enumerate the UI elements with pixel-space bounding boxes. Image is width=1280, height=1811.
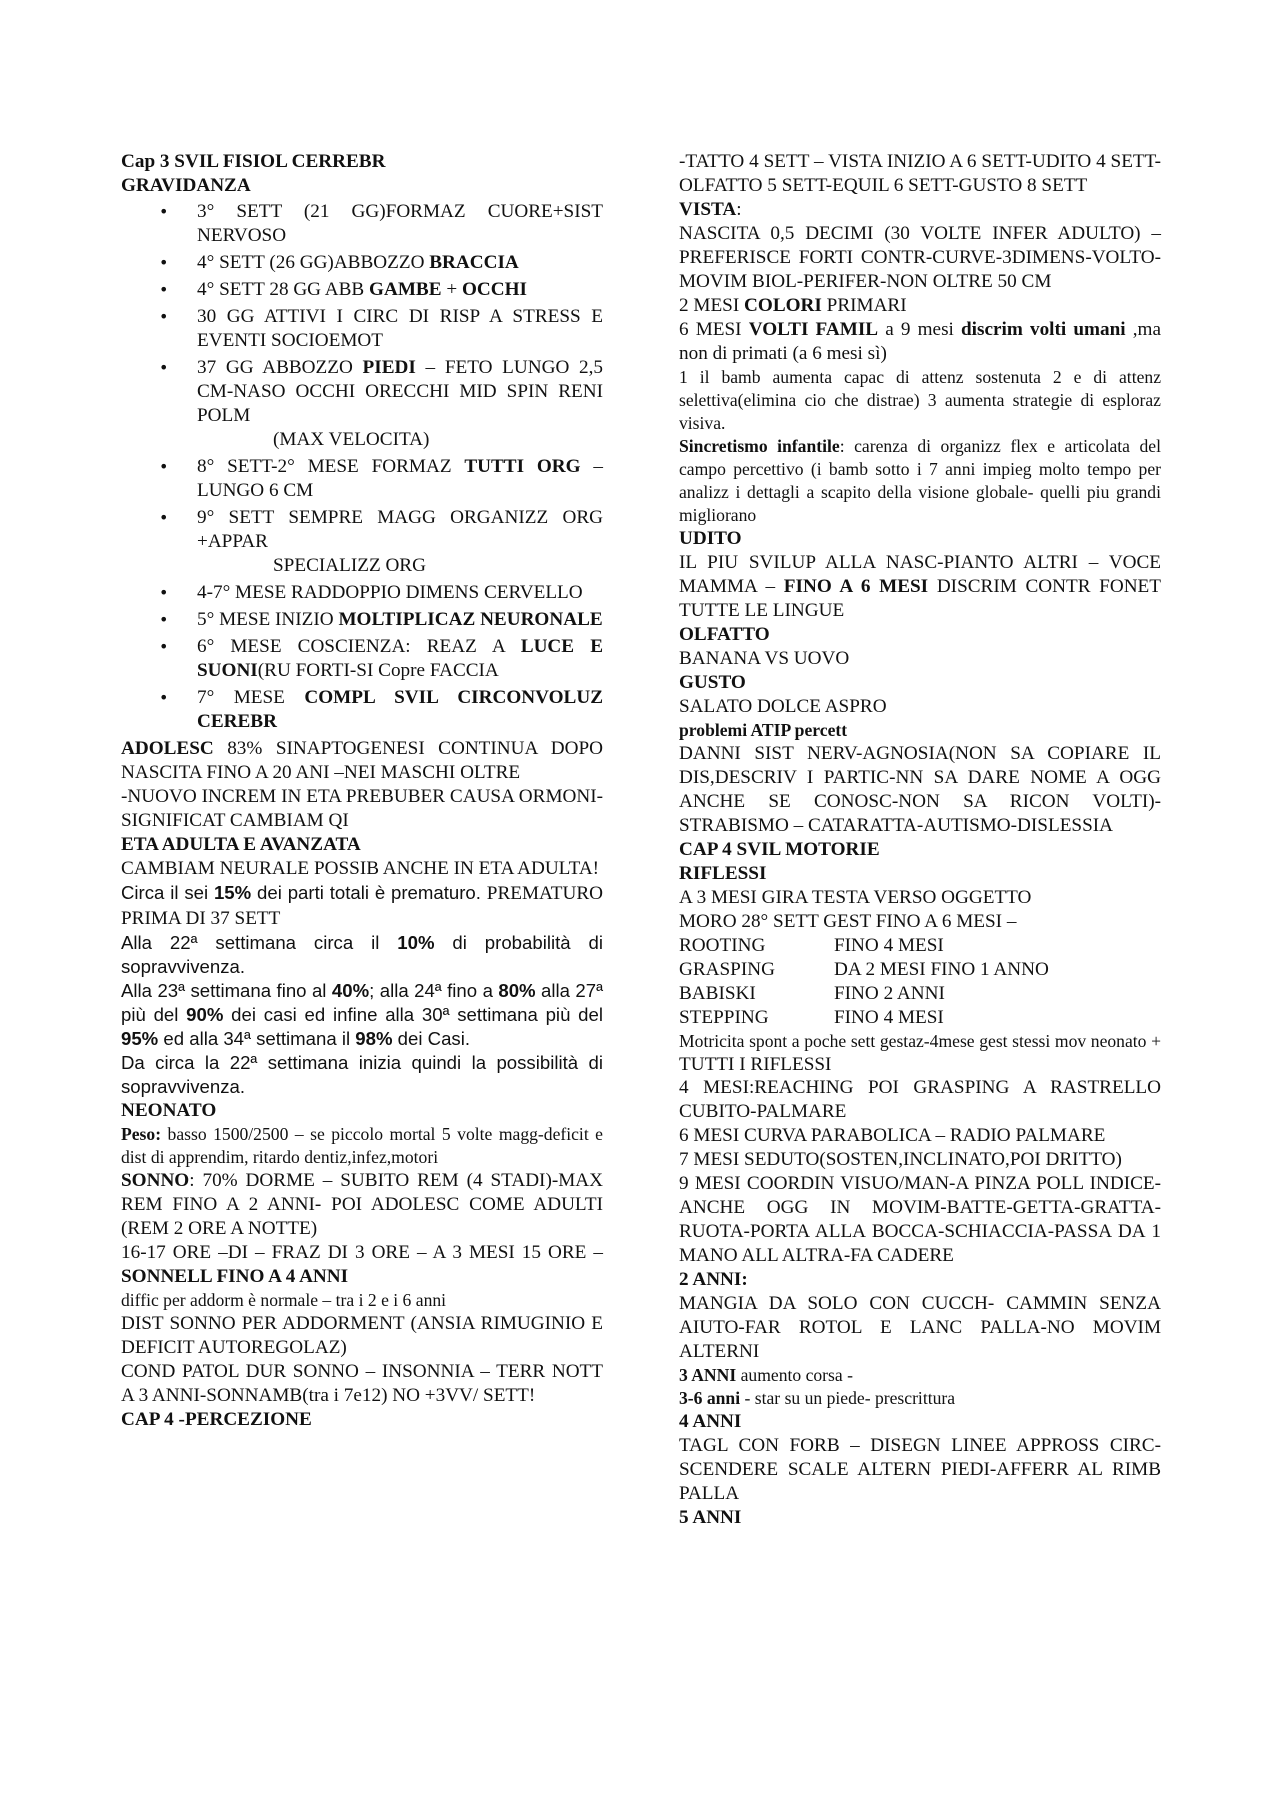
text-run: basso 1500/2500 – se piccolo mortal 5 volte magg-deficit e dist di apprendim, ritardo dentiz,infez,motori	[121, 1124, 603, 1167]
list-item	[121, 278, 603, 302]
paragraph	[679, 527, 1161, 551]
list-item	[121, 455, 603, 503]
text-run: di probabilità di sopravvivenza.	[121, 932, 603, 977]
bold-text: COLORI	[744, 295, 822, 316]
paragraph	[679, 1292, 1161, 1364]
text-run: -TATTO 4 SETT – VISTA INIZIO A 6 SETT-UDITO 4 SETT-OLFATTO 5 SETT-EQUIL 6 SETT-GUSTO 8 SETT	[679, 151, 1161, 196]
list-item	[121, 506, 603, 578]
reflex-age: FINO 2 ANNI	[834, 983, 945, 1004]
reflex-age: DA 2 MESI FINO 1 ANNO	[834, 959, 1049, 980]
text-run: ; alla 24ª fino a	[369, 980, 499, 1001]
text-run: dei casi ed infine alla 30ª settimana più del	[223, 1004, 603, 1025]
bold-text: CAP 4 -PERCEZIONE	[121, 1409, 312, 1430]
paragraph	[679, 1172, 1161, 1268]
bold-text: PIEDI	[362, 357, 416, 378]
paragraph	[679, 366, 1161, 435]
reflex-row	[679, 982, 1161, 1006]
text-run: NASCITA 0,5 DECIMI (30 VOLTE INFER ADULTO) – PREFERISCE FORTI CONTR-CURVE-3DIMENS-VOLTO-MOVIM BIOL-PERIFER-NON OLTRE 50 CM	[679, 223, 1161, 292]
text-run: dei parti totali è prematuro.	[251, 882, 487, 903]
text-run: IL PIU SVILUP ALLA NASC-PIANTO ALTRI – VOCE MAMMA –	[679, 552, 1161, 597]
text-run: DANNI SIST NERV-AGNOSIA(NON SA COPIARE IL DIS,DESCRIV I PARTIC-NN SA DARE NOME A OGG ANCHE SE CONOSC-NON SA RICON VOLTI)-STRABISMO – CATARATTA-AUTISMO-DISLESSIA	[679, 743, 1161, 836]
bold-text: SONNELL FINO A 4 ANNI	[121, 1266, 349, 1287]
bullet-icon: •	[159, 457, 169, 476]
bold-text: 4 ANNI	[679, 1411, 742, 1432]
paragraph	[679, 862, 1161, 886]
bold-text: 10%	[397, 932, 435, 953]
reflex-name: BABISKI	[679, 983, 756, 1004]
bullet-icon: •	[159, 583, 169, 602]
paragraph	[121, 1312, 603, 1360]
text-run: 4° SETT 28 GG ABB	[197, 279, 370, 300]
bold-text: 80%	[498, 980, 536, 1001]
paragraph	[679, 1268, 1161, 1292]
bullet-icon: •	[159, 688, 169, 707]
list-item	[121, 686, 603, 734]
list-item	[121, 200, 603, 248]
reflex-age: FINO 4 MESI	[834, 1007, 944, 1028]
text-run: 2 MESI	[679, 295, 745, 316]
paragraph	[121, 1360, 603, 1408]
reflex-age: FINO 4 MESI	[834, 935, 944, 956]
paragraph	[679, 1124, 1161, 1148]
bold-text: Peso:	[121, 1124, 162, 1144]
bold-text: 98%	[355, 1028, 393, 1049]
bold-text: TUTTI ORG	[464, 456, 581, 477]
text-run: :	[736, 199, 742, 220]
text-run: 5° MESE INIZIO	[197, 609, 339, 630]
bold-text: MOLTIPLICAZ NEURONALE	[338, 609, 603, 630]
bullet-icon: •	[159, 610, 169, 629]
bold-text: 2 ANNI:	[679, 1269, 748, 1290]
list-item-continuation: (MAX VELOCITA)	[273, 429, 430, 450]
paragraph	[679, 695, 1161, 719]
list-item	[121, 635, 603, 683]
pregnancy-list	[121, 200, 603, 734]
bold-text: Sincretismo infantile	[679, 436, 840, 456]
text-run: (RU FORTI-SI Copre FACCIA	[257, 660, 499, 681]
bold-text: discrim volti umani	[961, 319, 1126, 340]
reflex-name: ROOTING	[679, 935, 766, 956]
text-run: diffic per addorm è normale – tra i 2 e i 6 anni	[121, 1290, 447, 1310]
reflex-row	[679, 958, 1161, 982]
bold-text: 40%	[331, 980, 370, 1001]
text-run: 6 MESI CURVA PARABOLICA – RADIO PALMARE	[679, 1125, 1106, 1146]
bold-text: CAP 4 SVIL MOTORIE	[679, 839, 880, 860]
text-run: 37 GG ABBOZZO	[197, 357, 363, 378]
text-run: COND PATOL DUR SONNO – INSONNIA – TERR NOTT A 3 ANNI-SONNAMB(tra i 7e12) NO +3VV/ SETT!	[121, 1361, 603, 1406]
text-run: 7 MESI SEDUTO(SOSTEN,INCLINATO,POI DRITTO)	[679, 1149, 1122, 1170]
list-item	[121, 251, 603, 275]
paragraph	[121, 1169, 603, 1241]
paragraph	[679, 1506, 1161, 1530]
bold-text: BRACCIA	[429, 252, 519, 273]
text-run: DISCRIM CONTR FONET TUTTE LE LINGUE	[679, 576, 1161, 621]
paragraph	[121, 737, 603, 785]
paragraph	[679, 671, 1161, 695]
bullet-icon: •	[159, 253, 169, 272]
paragraph	[121, 785, 603, 833]
text-run: A 3 MESI GIRA TESTA VERSO OGGETTO	[679, 887, 1032, 908]
reflex-row	[679, 934, 1161, 958]
text-run: Alla 22ª settimana circa il	[121, 932, 398, 953]
text-run: : 70% DORME – SUBITO REM (4 STADI)-MAX REM FINO A 2 ANNI- POI ADOLESC COME ADULTI (REM 2 ORE A NOTTE)	[121, 1170, 603, 1239]
paragraph	[679, 435, 1161, 527]
text-run: : carenza di organizz flex e articolata del campo percettivo (i bamb sotto i 7 anni impieg molto tempo per analizz i dettagli a scapito della visione globale- quelli piu grandi migliorano	[679, 436, 1161, 525]
reflex-name: GRASPING	[679, 959, 775, 980]
text-run: PRIMARI	[821, 295, 907, 316]
paragraph	[679, 150, 1161, 198]
text-run: ,ma non di primati (a 6 mesi sì)	[679, 319, 1161, 364]
bold-text: 15%	[213, 882, 252, 903]
reflex-table	[679, 934, 1161, 1030]
text-run: Circa il sei	[121, 882, 214, 903]
bold-text: UDITO	[679, 528, 742, 549]
paragraph	[679, 886, 1161, 910]
paragraph	[121, 857, 603, 881]
paragraph	[679, 1387, 1161, 1410]
text-run: MORO 28° SETT GEST FINO A 6 MESI –	[679, 911, 1017, 932]
bold-text: COMPL SVIL CIRCONVOLUZ CEREBR	[197, 687, 603, 732]
text-run: Alla 23ª settimana fino al	[121, 980, 332, 1001]
bold-text: FINO A 6 MESI	[783, 576, 929, 597]
list-item	[121, 305, 603, 353]
paragraph	[121, 1241, 603, 1289]
chapter-title: Cap 3 SVIL FISIOL CERREBR	[121, 151, 386, 172]
paragraph	[679, 294, 1161, 318]
text-run: 7° MESE	[197, 687, 305, 708]
paragraph	[121, 1051, 603, 1099]
paragraph	[679, 623, 1161, 647]
text-run: 6° MESE COSCIENZA: REAZ A	[197, 636, 521, 657]
text-run: 4 MESI:REACHING POI GRASPING A RASTRELLO CUBITO-PALMARE	[679, 1077, 1161, 1122]
text-run: 4-7° MESE RADDOPPIO DIMENS CERVELLO	[197, 582, 583, 603]
bold-text: RIFLESSI	[679, 863, 767, 884]
right-paragraphs	[679, 150, 1161, 934]
paragraph	[679, 1148, 1161, 1172]
left-paragraphs	[121, 737, 603, 1432]
text-run: 9° SETT SEMPRE MAGG ORGANIZZ ORG +APPAR	[197, 507, 603, 552]
paragraph	[679, 1410, 1161, 1434]
text-run: +	[441, 279, 462, 300]
paragraph	[679, 198, 1161, 222]
bullet-icon: •	[159, 637, 169, 656]
reflex-name: STEPPING	[679, 1007, 769, 1028]
text-run: -NUOVO INCREM IN ETA PREBUBER CAUSA ORMONI-SIGNIFICAT CAMBIAM QI	[121, 786, 603, 831]
text-run: 8° SETT-2° MESE FORMAZ	[197, 456, 465, 477]
bold-text: 3-6 anni	[679, 1388, 741, 1408]
paragraph	[121, 1099, 603, 1123]
list-item-continuation: SPECIALIZZ ORG	[273, 555, 426, 576]
text-run: – FETO LUNGO 2,5 CM-NASO OCCHI ORECCHI MID SPIN RENI POLM	[197, 357, 603, 426]
paragraph	[679, 318, 1161, 366]
paragraph	[121, 833, 603, 857]
bullet-icon: •	[159, 202, 169, 221]
paragraph	[679, 719, 1161, 742]
text-run: dei Casi.	[392, 1028, 471, 1049]
paragraph	[121, 979, 603, 1051]
bullet-icon: •	[159, 280, 169, 299]
paragraph	[679, 1076, 1161, 1124]
list-item	[121, 608, 603, 632]
text-run: 1 il bamb aumenta capac di attenz sostenuta 2 e di attenz selettiva(elimina cio che distrae) 3 aumenta strategie di esploraz visiva.	[679, 367, 1161, 433]
text-run: 9 MESI COORDIN VISUO/MAN-A PINZA POLL INDICE-ANCHE OGG IN MOVIM-BATTE-GETTA-GRATTA-RUOTA-PORTA ALLA BOCCA-SCHIACCIA-PASSA DA 1 MANO ALL ALTRA-FA CADERE	[679, 1173, 1161, 1266]
bold-text: OLFATTO	[679, 624, 770, 645]
text-run: 30 GG ATTIVI I CIRC DI RISP A STRESS E EVENTI SOCIOEMOT	[197, 306, 603, 351]
bold-text: 95%	[121, 1028, 159, 1049]
paragraph	[121, 1289, 603, 1312]
right-paragraphs-2	[679, 1030, 1161, 1530]
bold-text: SONNO	[121, 1170, 190, 1191]
bold-text: NEONATO	[121, 1100, 217, 1121]
text-run: TAGL CON FORB – DISEGN LINEE APPROSS CIRC-SCENDERE SCALE ALTERN PIEDI-AFFERR AL RIMB PALLA	[679, 1435, 1161, 1504]
text-run: Motricita spont a poche sett gestaz-4mese gest stessi mov neonato +	[679, 1031, 1161, 1051]
list-item	[121, 581, 603, 605]
bold-text: 5 ANNI	[679, 1507, 742, 1528]
text-run: PREMATURO PRIMA DI 37 SETT	[121, 883, 603, 929]
bold-text: GAMBE	[369, 279, 442, 300]
bold-text: OCCHI	[461, 279, 527, 300]
list-item	[121, 356, 603, 452]
text-run: ed alla 34ª settimana il	[158, 1028, 356, 1049]
text-run: Da circa la 22ª settimana inizia quindi la possibilità di sopravvivenza.	[121, 1052, 603, 1097]
paragraph	[121, 881, 603, 931]
right-column	[679, 150, 1161, 1530]
text-run: 4° SETT (26 GG)ABBOZZO	[197, 252, 430, 273]
text-run: 16-17 ORE –DI – FRAZ DI 3 ORE – A 3 MESI 15 ORE –	[121, 1242, 603, 1263]
paragraph	[679, 910, 1161, 934]
paragraph	[679, 1364, 1161, 1387]
text-run: - star su un piede- prescrittura	[740, 1388, 956, 1408]
bold-text: GUSTO	[679, 672, 746, 693]
paragraph	[679, 1434, 1161, 1506]
text-run: BANANA VS UOVO	[679, 648, 850, 669]
bold-text: 90%	[186, 1004, 224, 1025]
bold-text: VOLTI FAMIL	[748, 319, 879, 340]
bold-text: 3 ANNI	[679, 1365, 737, 1385]
bold-text: ETA ADULTA E AVANZATA	[121, 834, 361, 855]
bullet-icon: •	[159, 358, 169, 377]
text-run: alla 27ª più del	[121, 980, 603, 1025]
text-run: 3° SETT (21 GG)FORMAZ CUORE+SIST NERVOSO	[197, 201, 603, 246]
text-run: – LUNGO 6 CM	[197, 456, 603, 501]
text-run: 83% SINAPTOGENESI CONTINUA DOPO NASCITA FINO A 20 ANI –NEI MASCHI OLTRE	[121, 738, 603, 783]
bold-text: ADOLESC	[121, 738, 214, 759]
text-run: aumento corsa -	[736, 1365, 853, 1385]
bold-text: LUCE E SUONI	[197, 636, 603, 681]
bullet-icon: •	[159, 307, 169, 326]
text-run: TUTTI I RIFLESSI	[679, 1054, 832, 1075]
left-column	[121, 150, 603, 1432]
paragraph	[679, 551, 1161, 623]
text-run: 6 MESI	[679, 319, 749, 340]
paragraph	[121, 1123, 603, 1169]
paragraph	[679, 742, 1161, 838]
reflex-row	[679, 1006, 1161, 1030]
paragraph	[679, 647, 1161, 671]
text-run: a 9 mesi	[878, 319, 962, 340]
section-title: GRAVIDANZA	[121, 175, 251, 196]
text-run: MANGIA DA SOLO CON CUCCH- CAMMIN SENZA AIUTO-FAR ROTOL E LANC PALLA-NO MOVIM ALTERNI	[679, 1293, 1161, 1362]
paragraph	[679, 838, 1161, 862]
text-run: DIST SONNO PER ADDORMENT (ANSIA RIMUGINIO E DEFICIT AUTOREGOLAZ)	[121, 1313, 603, 1358]
bold-text: problemi ATIP percett	[679, 720, 848, 740]
text-run: SALATO DOLCE ASPRO	[679, 696, 887, 717]
paragraph	[679, 1030, 1161, 1076]
paragraph	[121, 931, 603, 979]
text-run: CAMBIAM NEURALE POSSIB ANCHE IN ETA ADULTA!	[121, 858, 600, 879]
bold-text: VISTA	[679, 199, 737, 220]
paragraph	[679, 222, 1161, 294]
paragraph	[121, 1408, 603, 1432]
bullet-icon: •	[159, 508, 169, 527]
